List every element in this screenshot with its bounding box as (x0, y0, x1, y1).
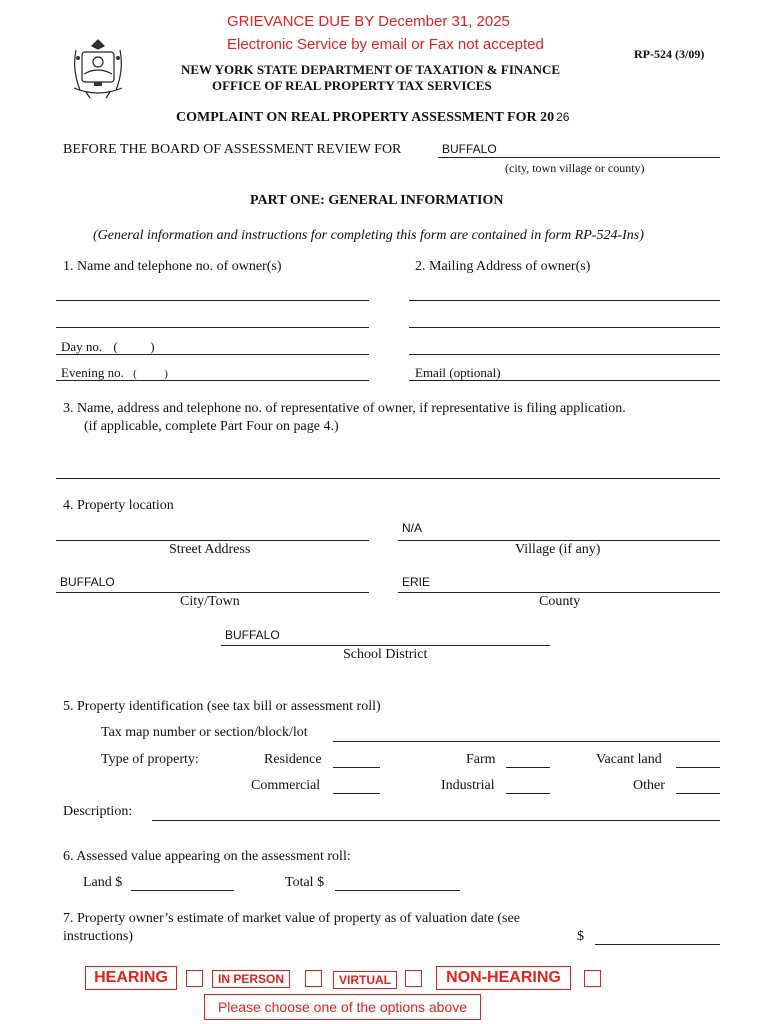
evening-phone-label (61, 365, 168, 381)
vacant-land-blank[interactable] (676, 767, 720, 768)
market-value-label-cont: instructions) (63, 929, 133, 944)
virtual-option-label: VIRTUAL (333, 971, 397, 989)
property-location-label: 4. Property location (63, 498, 174, 513)
market-value-label: 7. Property owner’s estimate of market value of property as of valuation date (see (63, 911, 520, 926)
street-address-line[interactable] (56, 540, 369, 541)
representative-line[interactable] (56, 478, 720, 479)
form-title-year[interactable]: 26 (556, 110, 570, 124)
city-town-caption: City/Town (180, 594, 240, 609)
board-label: BEFORE THE BOARD OF ASSESSMENT REVIEW FOR (63, 142, 402, 157)
mailing-address-line-2[interactable] (409, 327, 720, 328)
county-caption: County (539, 594, 581, 609)
school-district-caption: School District (343, 647, 428, 662)
form-number: RP-524 (3/09) (634, 47, 705, 61)
day-phone-label (61, 339, 155, 355)
board-municipality-field[interactable]: BUFFALO (442, 142, 497, 156)
form-title (176, 110, 569, 126)
day-phone-line[interactable] (56, 354, 369, 355)
part-one-note: (General information and instructions for completing this form are contained in form RP-524-Ins) (93, 228, 644, 243)
owner-name-line-1[interactable] (56, 300, 369, 301)
village-field[interactable]: N/A (402, 521, 423, 535)
land-value-label: Land $ (83, 875, 123, 890)
agency-line-1: NEW YORK STATE DEPARTMENT OF TAXATION & FINANCE (181, 62, 561, 77)
industrial-label: Industrial (441, 778, 495, 793)
market-value-blank[interactable] (595, 944, 720, 945)
type-of-property-label: Type of property: (101, 752, 199, 767)
farm-blank[interactable] (506, 767, 550, 768)
evening-phone-paren: ( ) (133, 368, 168, 380)
commercial-blank[interactable] (333, 793, 380, 794)
city-town-field[interactable]: BUFFALO (60, 575, 115, 589)
residence-blank[interactable] (333, 767, 380, 768)
market-value-dollar: $ (577, 929, 584, 944)
non-hearing-checkbox[interactable] (584, 970, 601, 987)
village-caption: Village (if any) (515, 542, 601, 557)
electronic-service-notice: Electronic Service by email or Fax not accepted (227, 36, 544, 53)
mailing-address-line-3[interactable] (409, 354, 720, 355)
description-label: Description: (63, 804, 133, 819)
tax-map-label: Tax map number or section/block/lot (101, 725, 308, 740)
board-underline (438, 157, 720, 158)
property-identification-label: 5. Property identification (see tax bill or assessment roll) (63, 699, 381, 714)
in-person-option-label: IN PERSON (212, 970, 290, 988)
representative-label: 3. Name, address and telephone no. of representative of owner, if representative is filing application. (63, 401, 626, 416)
board-caption: (city, town village or county) (505, 161, 645, 175)
day-phone-paren: ( ) (113, 339, 155, 354)
agency-line-2: OFFICE OF REAL PROPERTY TAX SERVICES (212, 78, 492, 93)
county-field[interactable]: ERIE (402, 575, 431, 589)
industrial-blank[interactable] (506, 793, 550, 794)
land-value-blank[interactable] (131, 890, 234, 891)
mailing-address-line-1[interactable] (409, 300, 720, 301)
non-hearing-option-label: NON-HEARING (436, 966, 571, 990)
owner-name-label: 1. Name and telephone no. of owner(s) (63, 259, 282, 274)
in-person-checkbox[interactable] (305, 970, 322, 987)
street-address-caption: Street Address (169, 542, 251, 557)
hearing-option-label: HEARING (85, 966, 177, 990)
owner-name-line-2[interactable] (56, 327, 369, 328)
tax-map-line[interactable] (333, 741, 720, 742)
hearing-choice-prompt: Please choose one of the options above (204, 994, 481, 1020)
total-value-blank[interactable] (335, 890, 460, 891)
farm-label: Farm (466, 752, 496, 767)
nys-seal-logo (66, 36, 130, 100)
village-line (398, 540, 720, 541)
description-line[interactable] (152, 820, 720, 821)
total-value-label: Total $ (285, 875, 325, 890)
hearing-checkbox[interactable] (186, 970, 203, 987)
city-town-line (56, 592, 369, 593)
email-line[interactable] (409, 380, 720, 381)
evening-phone-line[interactable] (56, 380, 369, 381)
county-line (398, 592, 720, 593)
grievance-due-banner: GRIEVANCE DUE BY December 31, 2025 (227, 13, 510, 30)
residence-label: Residence (264, 752, 322, 767)
representative-note: (if applicable, complete Part Four on page 4.) (84, 419, 339, 434)
school-district-field[interactable]: BUFFALO (225, 628, 280, 642)
form-title-text: COMPLAINT ON REAL PROPERTY ASSESSMENT FOR 20 (176, 110, 555, 125)
other-blank[interactable] (676, 793, 720, 794)
virtual-checkbox[interactable] (405, 970, 422, 987)
part-one-heading: PART ONE: GENERAL INFORMATION (250, 193, 504, 208)
school-district-line (221, 645, 550, 646)
evening-phone-text: Evening no. (61, 365, 124, 380)
assessed-value-label: 6. Assessed value appearing on the assessment roll: (63, 849, 351, 864)
day-phone-text: Day no. (61, 339, 103, 354)
vacant-land-label: Vacant land (596, 752, 662, 767)
commercial-label: Commercial (251, 778, 321, 793)
other-label: Other (633, 778, 665, 793)
mailing-address-label: 2. Mailing Address of owner(s) (415, 259, 591, 274)
email-label: Email (optional) (415, 365, 501, 380)
